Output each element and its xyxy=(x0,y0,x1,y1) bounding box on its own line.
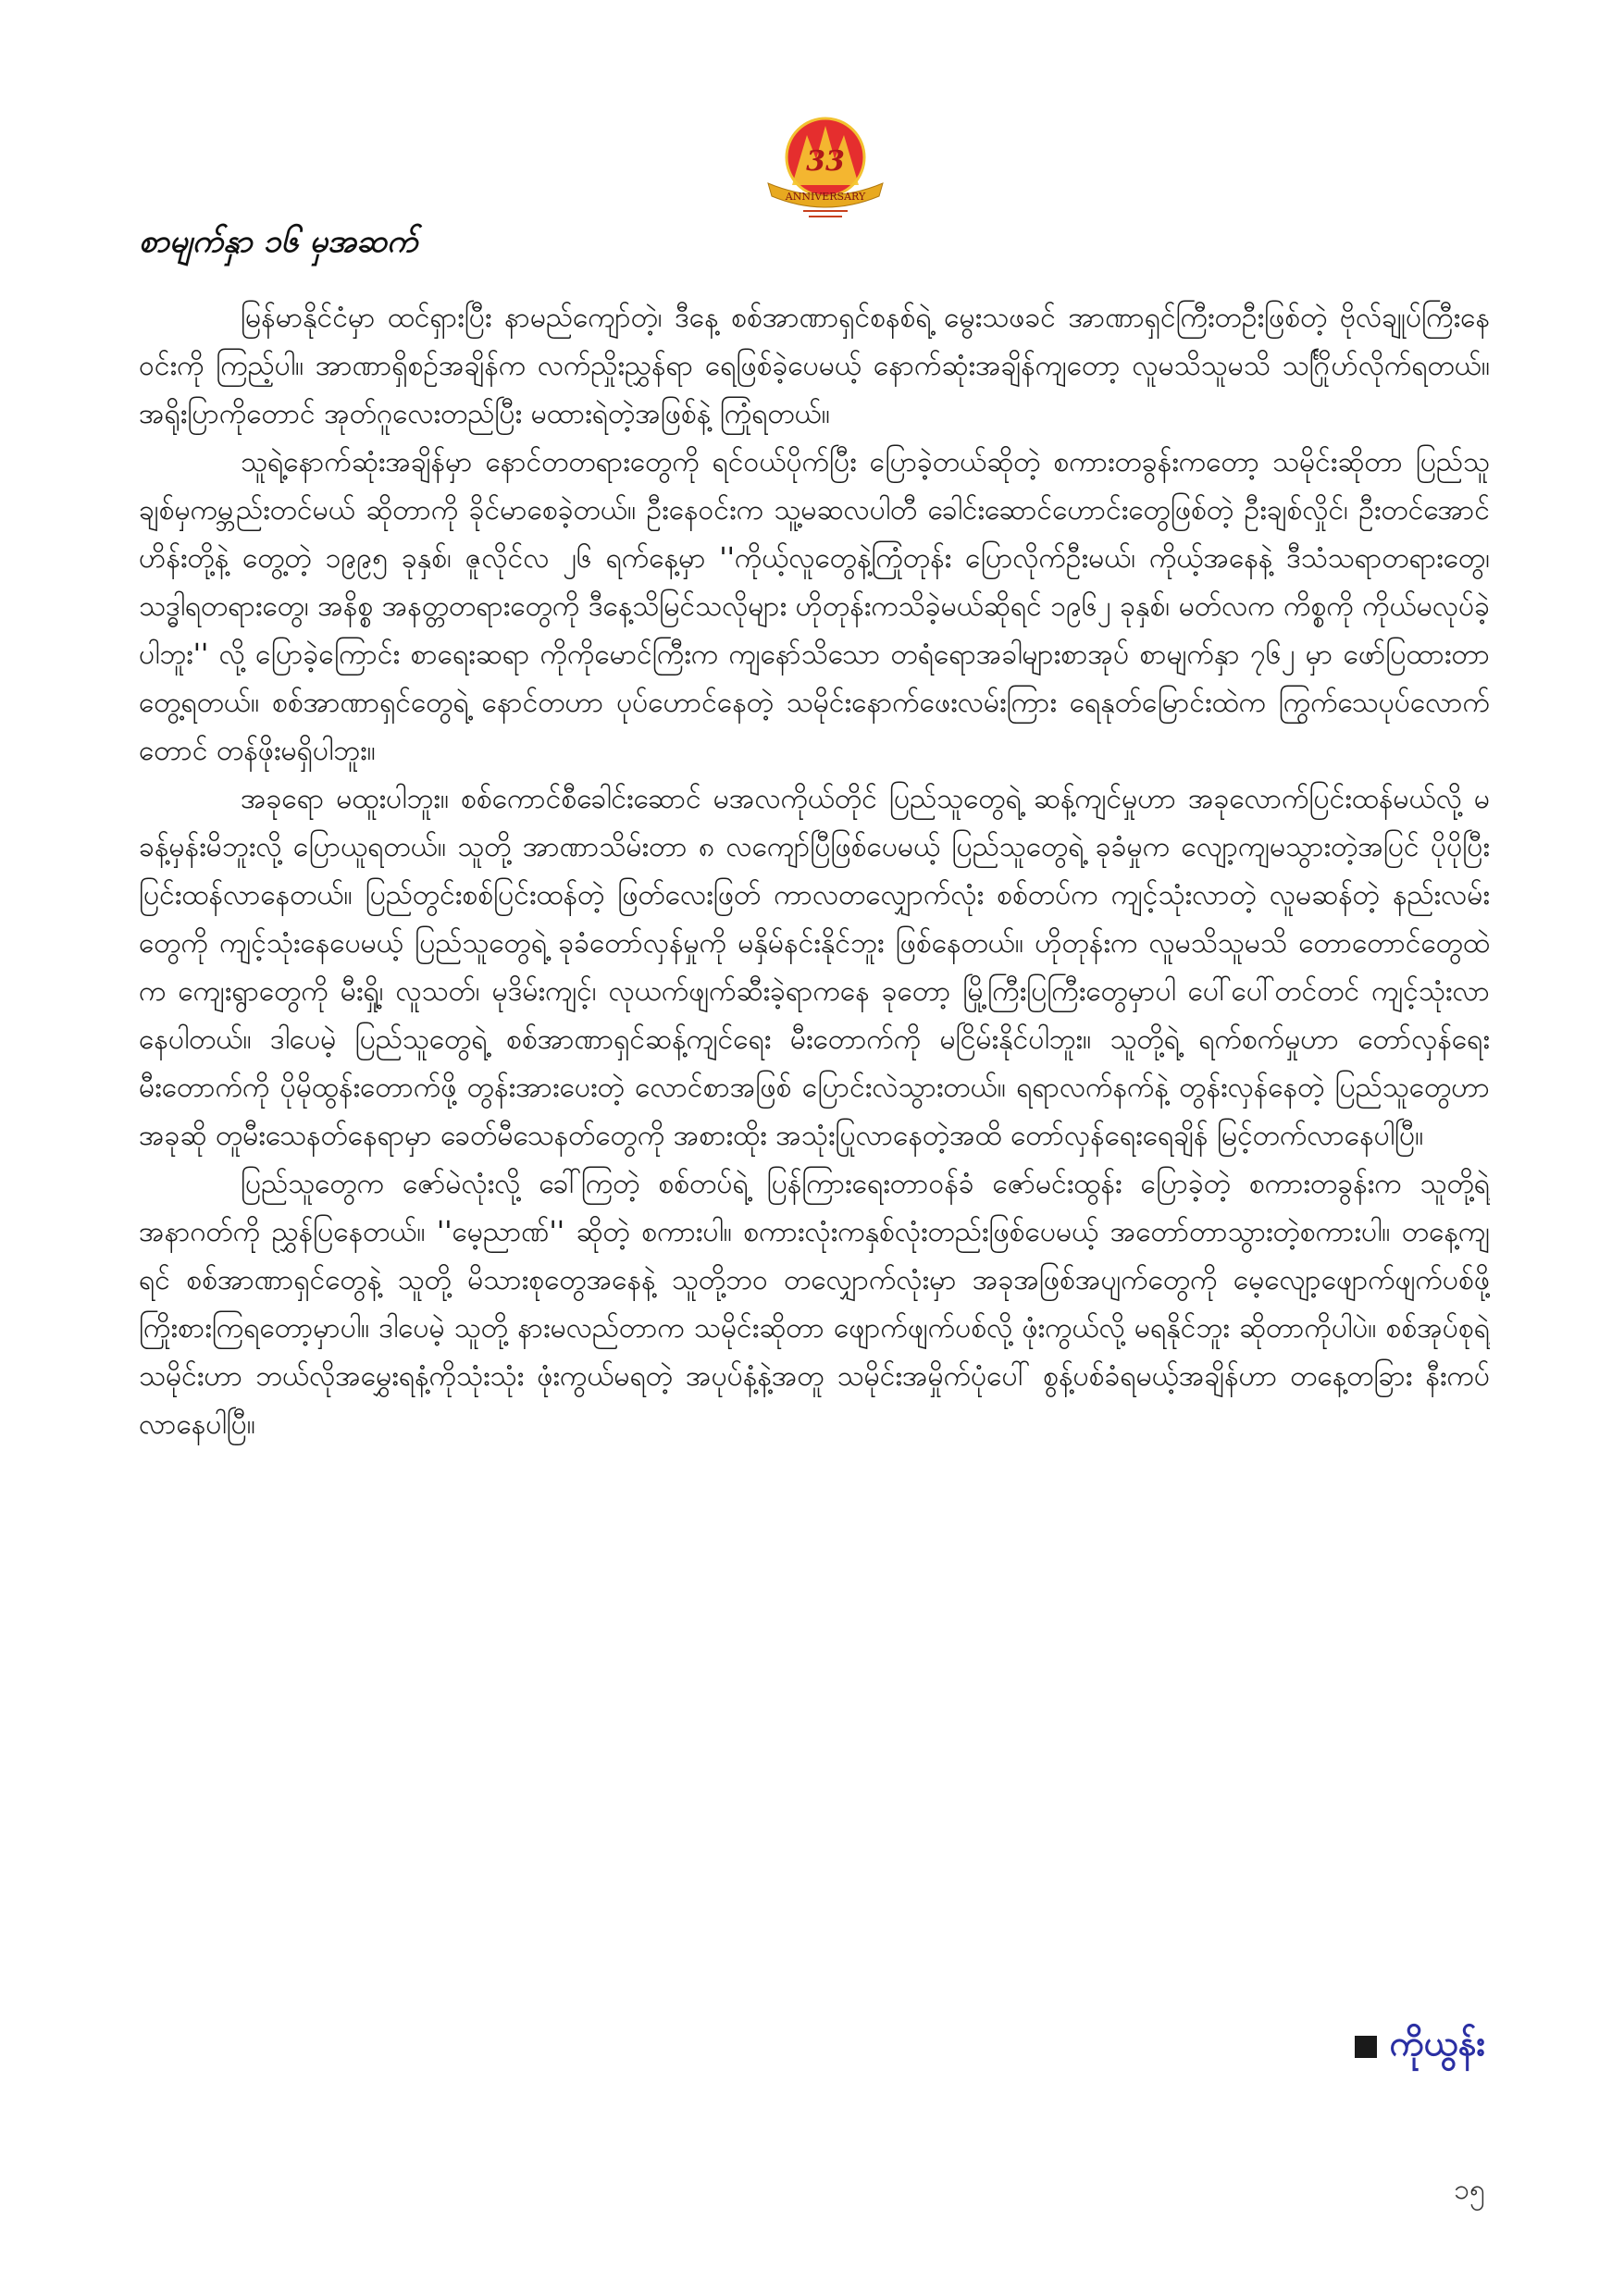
page-number: ၁၅ xyxy=(1454,2174,1485,2206)
author-name: ကိုယွန်း xyxy=(1389,2023,1485,2064)
continuation-heading: စာမျက်နှာ ၁၆ မှအဆက် xyxy=(139,223,418,260)
paragraph-3: အခုရော မထူးပါဘူး။ စစ်ကောင်စီခေါင်းဆောင် မအလကိုယ်တိုင် ပြည်သူတွေရဲ့ ဆန့်ကျင်မှုဟာ အခုလောက်ပြင်းထန်မယ်လို့ မခန့်မှန်းမိဘူးလို့ ပြောယူရတယ်။ သူတို့ အာဏာသိမ်းတာ ၈ လကျော်ပြီဖြစ်ပေမယ့် ပြည်သူတွေရဲ့ ခုခံမှုက လျော့ကျမသွားတဲ့အပြင် ပိုပိုပြီး ပြင်းထန်လာနေတယ်။ ပြည်တွင်းစစ်ပြင်းထန်တဲ့ ဖြတ်လေးဖြတ် ကာလတလျှောက်လုံး စစ်တပ်က ကျင့်သုံးလာတဲ့ လူမဆန်တဲ့ နည်းလမ်းတွေကို ကျင့်သုံးနေပေမယ့် ပြည်သူတွေရဲ့ ခုခံတော်လှန်မှုကို မနှိမ်နင်းနိုင်ဘူး ဖြစ်နေတယ်။ ဟိုတုန်းက လူမသိသူမသိ တောတောင်တွေထဲက ကျေးရွာတွေကို မီးရှို့၊ လူသတ်၊ မုဒိမ်းကျင့်၊ လုယက်ဖျက်ဆီးခဲ့ရာကနေ ခုတော့ မြို့ကြီးပြကြီးတွေမှာပါ ပေါ်ပေါ်တင်တင် ကျင့်သုံးလာနေပါတယ်။ ဒါပေမဲ့ ပြည်သူတွေရဲ့ စစ်အာဏာရှင်ဆန့်ကျင်ရေး မီးတောက်ကို မငြိမ်းနိုင်ပါဘူး။ သူတို့ရဲ့ ရက်စက်မှုဟာ တော်လှန်ရေးမီးတောက်ကို ပိုမိုထွန်းတောက်ဖို့ တွန်းအားပေးတဲ့ လောင်စာအဖြစ် ပြောင်းလဲသွားတယ်။ ရရာလက်နက်နဲ့ တွန်းလှန်နေတဲ့ ပြည်သူတွေဟာ အခုဆို တူမီးသေနတ်နေရာမှာ ခေတ်မီသေနတ်တွေကို အစားထိုး အသုံးပြုလာနေတဲ့အထိ တော်လှန်ရေးရေချိန် မြင့်တက်လာနေပါပြီ။ xyxy=(139,783,1490,1152)
author-signature xyxy=(1355,2019,1485,2075)
anniversary-logo xyxy=(761,104,890,224)
logo-badge-text: 33 xyxy=(806,145,845,178)
paragraph-2: သူရဲ့နောက်ဆုံးအချိန်မှာ နောင်တတရားတွေကို ရင်ဝယ်ပိုက်ပြီး ပြောခဲ့တယ်ဆိုတဲ့ စကားတခွန်းကတော့ သမိုင်းဆိုတာ ပြည်သူချစ်မှကမ္ဘည်းတင်မယ် ဆိုတာကို ခိုင်မာစေခဲ့တယ်။ ဦးနေဝင်းက သူ့မဆလပါတီ ခေါင်းဆောင်ဟောင်းတွေဖြစ်တဲ့ ဦးချစ်လှိုင်၊ ဦးတင်အောင်ဟိန်းတို့နဲ့ တွေ့တဲ့ ၁၉၉၅ ခုနှစ်၊ ဇူလိုင်လ ၂၆ ရက်နေ့မှာ ''ကိုယ့်လူတွေနဲ့ကြုံတုန်း ပြောလိုက်ဦးမယ်၊ ကိုယ့်အနေနဲ့ ဒီသံသရာတရားတွေ၊ သဒ္ဓါရတရားတွေ၊ အနိစ္စ အနတ္တတရားတွေကို ဒီနေ့သိမြင်သလိုများ ဟိုတုန်းကသိခဲ့မယ်ဆိုရင် ၁၉၆၂ ခုနှစ်၊ မတ်လက ကိစ္စကို ကိုယ်မလုပ်ခဲ့ပါဘူး'' လို့ ပြောခဲ့ကြောင်း စာရေးဆရာ ကိုကိုမောင်ကြီးက ကျနော်သိသော တရံရောအခါများစာအုပ် စာမျက်နှာ ၇၆၂ မှာ ဖော်ပြထားတာ တွေ့ရတယ်။ စစ်အာဏာရှင်တွေရဲ့ နောင်တဟာ ပုပ်ဟောင်နေတဲ့ သမိုင်းနောက်ဖေးလမ်းကြား ရေနုတ်မြောင်းထဲက ကြွက်သေပုပ်လောက်တောင် တန်ဖိုးမရှိပါဘူး။ xyxy=(139,446,1490,767)
logo-ribbon-text: ANNIVERSARY xyxy=(785,191,866,203)
paragraph-1: မြန်မာနိုင်ငံမှာ ထင်ရှားပြီး နာမည်ကျော်တဲ့၊ ဒီနေ့ စစ်အာဏာရှင်စနစ်ရဲ့ မွေးသဖခင် အာဏာရှင်ကြီးတဦးဖြစ်တဲ့ ဗိုလ်ချုပ်ကြီးနေဝင်းကို ကြည့်ပါ။ အာဏာရှိစဉ်အချိန်က လက်ညှိုးညွှန်ရာ ရေဖြစ်ခဲ့ပေမယ့် နောက်ဆုံးအချိန်ကျတော့ လူမသိသူမသိ သင်္ဂြိုဟ်လိုက်ရတယ်။ အရိုးပြာကိုတောင် အုတ်ဂူလေးတည်ပြီး မထားရဲတဲ့အဖြစ်နဲ့ ကြုံရတယ်။ xyxy=(139,302,1490,430)
square-bullet-icon xyxy=(1355,2036,1377,2058)
paragraph-4: ပြည်သူတွေက ဇော်မဲလုံးလို့ ခေါ်ကြတဲ့ စစ်တပ်ရဲ့ ပြန်ကြားရေးတာဝန်ခံ ဇော်မင်းထွန်း ပြောခဲ့တဲ့ စကားတခွန်းက သူတို့ရဲ့ အနာဂတ်ကို ညွှန်ပြနေတယ်။ ''မေ့ညာဏ်'' ဆိုတဲ့ စကားပါ။ စကားလုံးကနှစ်လုံးတည်းဖြစ်ပေမယ့် အတော်တာသွားတဲ့စကားပါ။ တနေ့ကျရင် စစ်အာဏာရှင်တွေနဲ့ သူတို့ မိသားစုတွေအနေနဲ့ သူတို့ဘဝ တလျှောက်လုံးမှာ အခုအဖြစ်အပျက်တွေကို မေ့လျော့ဖျောက်ဖျက်ပစ်ဖို့ ကြိုးစားကြရတော့မှာပါ။ ဒါပေမဲ့ သူတို့ နားမလည်တာက သမိုင်းဆိုတာ ဖျောက်ဖျက်ပစ်လို့ ဖုံးကွယ်လို့ မရနိုင်ဘူး ဆိုတာကိုပါပဲ။ စစ်အုပ်စုရဲ့သမိုင်းဟာ ဘယ်လိုအမွှေးရနံ့ကိုသုံးသုံး ဖုံးကွယ်မရတဲ့ အပုပ်နံ့နဲ့အတူ သမိုင်းအမှိုက်ပုံပေါ် စွန့်ပစ်ခံရမယ့်အချိန်ဟာ တနေ့တခြား နီးကပ်လာနေပါပြီ။ xyxy=(139,1168,1490,1441)
article-body xyxy=(139,294,1490,1988)
